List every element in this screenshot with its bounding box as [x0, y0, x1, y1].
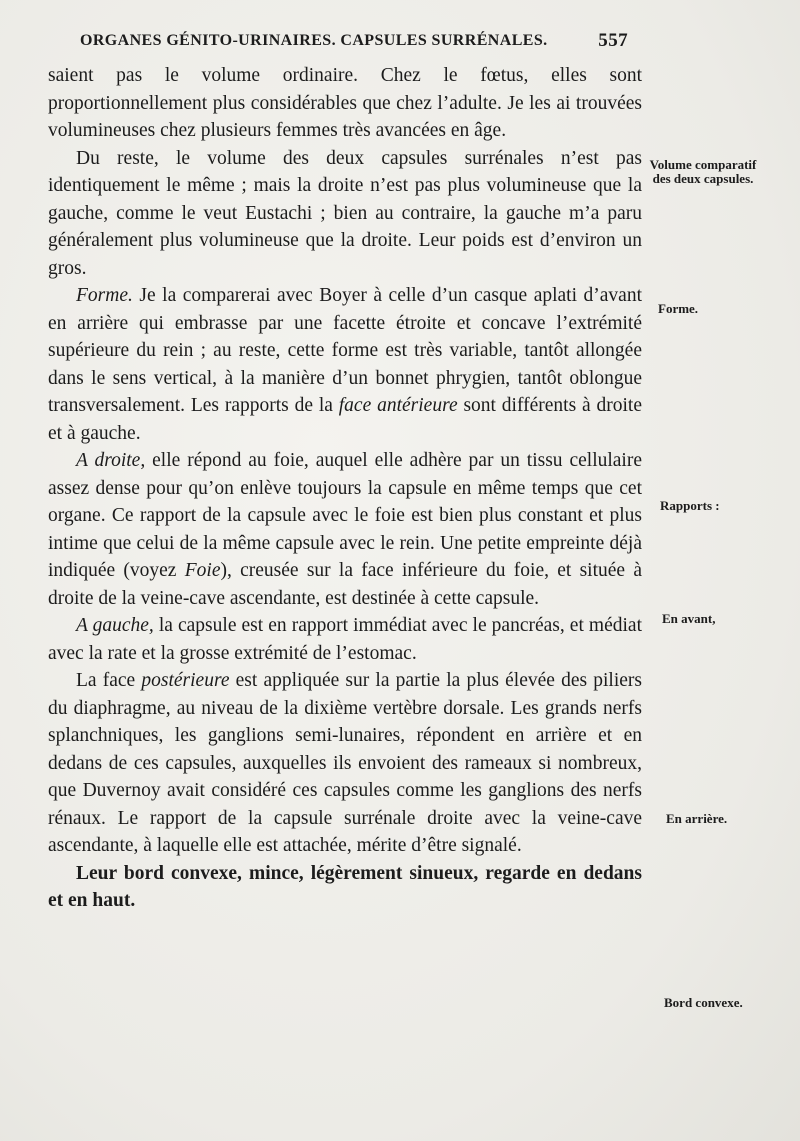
paragraph-lead: Forme.	[76, 285, 133, 306]
margin-note-rapports: Rapports :	[660, 498, 720, 513]
paragraph-text: est appliquée sur la partie la plus élevée des piliers du diaphragme, au niveau de la dixième vertèbre dorsale. Les grands nerfs splanchniques, les ganglions semi-lunaires, répondent en arrière et en dedans de ces capsules, auxquelles ils envoient des rameaux si nombreux, que Duvernoy avait considéré ces capsules comme les ganglions des nerfs rénaux. Le rapport de la capsule surrénale droite avec la veine-cave ascendante, à laquelle elle est attachée, mérite d’être signalé.	[48, 670, 643, 856]
page-header	[80, 32, 640, 58]
paragraph-bord-convexe	[48, 860, 642, 915]
margin-note-en-avant: En avant,	[662, 611, 716, 626]
margin-note-volume: Volume comparatif des deux capsules.	[649, 157, 757, 186]
paragraph-text: saient pas le volume ordinaire. Chez le fœtus, elles sont proportionnellement plus considérables que chez l’adulte. Je les ai trouvées volumineuses chez plusieurs femmes très avancées en âge.	[48, 65, 642, 141]
paragraph-tail: sont différents à droite et à gauche.	[48, 395, 643, 444]
paragraph-forme	[48, 282, 642, 447]
running-title: ORGANES GÉNITO-URINAIRES. CAPSULES SURRÉNALES.	[80, 32, 548, 49]
paragraph-volume	[48, 145, 642, 283]
paragraph-pre: La face	[76, 670, 142, 691]
page-number: 557	[598, 30, 628, 51]
paragraph-a-droite	[48, 447, 642, 612]
paragraph-continuation	[48, 62, 642, 145]
paragraph-text: la capsule est en rapport immédiat avec le pancréas, et médiat avec la rate et la grosse extrémité de l’estomac.	[48, 615, 642, 664]
margin-note-forme: Forme.	[658, 301, 699, 316]
paragraph-emphasis: Foie	[184, 560, 221, 581]
paragraph-emphasis: face antérieure	[338, 395, 458, 416]
paragraph-face-posterieure	[48, 667, 642, 860]
margin-note-bord-convexe: Bord convexe.	[664, 995, 743, 1010]
paragraph-text: Du reste, le volume des deux capsules surrénales n’est pas identiquement le même ; mais la droite n’est pas plus volumineuse que la gauche, comme le veut Eustachi ; bien au contraire, la gauche m’a paru généralement plus volumineuse que la droite. Leur poids est d’environ un gros.	[48, 147, 642, 279]
paragraph-lead: A gauche,	[76, 615, 154, 636]
paragraph-emphasis: postérieure	[141, 670, 230, 691]
paragraph-tail: ), creusée sur la face inférieure du foie, et située à droite de la veine-cave ascendante, est destinée à cette capsule.	[48, 560, 642, 609]
paragraph-text: Leur bord convexe, mince, légèrement sinueux, regarde en dedans et en haut.	[48, 862, 642, 911]
paragraph-text: Je la comparerai avec Boyer à celle d’un casque aplati d’avant en arrière qui embrasse par une facette étroite et concave l’extrémité supérieure du rein ; au reste, cette forme est très variable, tantôt allongée dans le sens vertical, à la manière d’un bonnet phrygien, tantôt oblongue transversalement. Les rapports de la	[48, 285, 642, 416]
main-text-column	[48, 62, 642, 915]
paragraph-a-gauche	[48, 612, 642, 667]
paragraph-lead: A droite,	[76, 450, 146, 471]
paragraph-text: elle répond au foie, auquel elle adhère par un tissu cellulaire assez dense pour qu’on enlève toujours la capsule en même temps que cet organe. Ce rapport de la capsule avec le foie est bien plus constant et plus intime que celui de la même capsule avec le rein. Une petite empreinte déjà indiquée (voyez	[48, 450, 642, 581]
margin-note-en-arriere: En arrière.	[666, 811, 728, 826]
